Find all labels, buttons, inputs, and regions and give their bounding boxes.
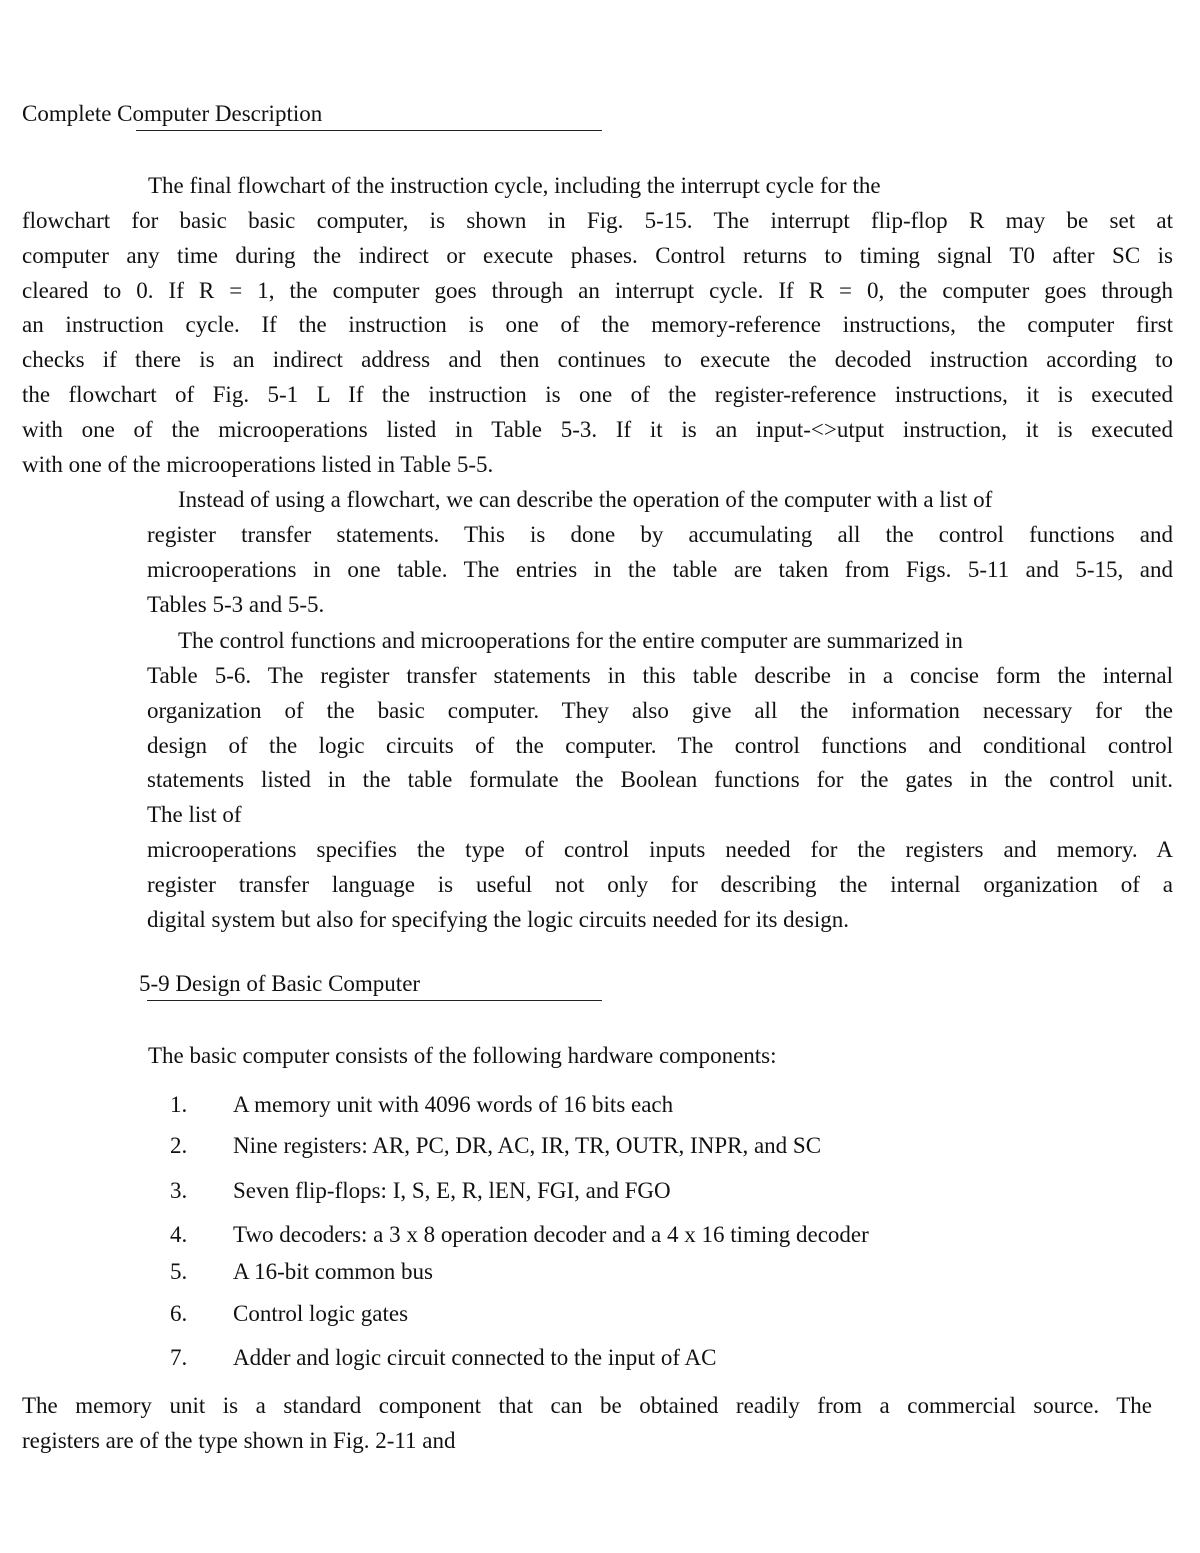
paragraph-3-line: organization of the basic computer. They also give all the information necessary for the bbox=[147, 697, 1173, 723]
paragraph-3-line: Table 5-6. The register transfer statements in this table describe in a concise form the internal bbox=[147, 663, 1173, 688]
paragraph-1-line-1: The final flowchart of the instruction cycle, including the interrupt cycle for the bbox=[148, 173, 881, 198]
paragraph-1-line: the flowchart of Fig. 5-1 L If the instruction is one of the register-reference instructions, it is executed bbox=[22, 381, 1173, 407]
list-item-text: Adder and logic circuit connected to the input of AC bbox=[233, 1345, 717, 1370]
paragraph-1 bbox=[22, 204, 1173, 482]
paragraph-1-line: an instruction cycle. If the instruction is one of the memory-reference instructions, the computer first bbox=[22, 312, 1173, 338]
paragraph-3-line: statements listed in the table formulate the Boolean functions for the gates in the control unit. bbox=[147, 767, 1173, 793]
list-item-number: 6. bbox=[170, 1301, 188, 1326]
heading-underline bbox=[136, 130, 602, 131]
list-item-number: 3. bbox=[170, 1178, 188, 1203]
paragraph-2-line: microoperations in one table. The entries in the table are taken from Figs. 5-11 and 5-15, and bbox=[147, 556, 1173, 582]
paragraph-2-line-1: Instead of using a flowchart, we can describe the operation of the computer with a list of bbox=[178, 487, 993, 512]
paragraph-1-line: with one of the microoperations listed in Table 5-5. bbox=[22, 451, 494, 477]
paragraph-1-line: checks if there is an indirect address and then continues to execute the decoded instruction according to bbox=[22, 347, 1173, 373]
list-item-number: 4. bbox=[170, 1222, 188, 1247]
paragraph-1-line: computer any time during the indirect or execute phases. Control returns to timing signal T0 after SC is bbox=[22, 242, 1173, 268]
closing-paragraph-line: registers are of the type shown in Fig. 2-11 and bbox=[22, 1427, 456, 1453]
list-item-text: Control logic gates bbox=[233, 1301, 409, 1326]
list-item-number: 5. bbox=[170, 1259, 188, 1284]
list-item-number: 1. bbox=[170, 1092, 188, 1117]
paragraph-2-line: Tables 5-3 and 5-5. bbox=[147, 591, 325, 617]
list-item-number: 7. bbox=[170, 1345, 188, 1370]
paragraph-3-line: digital system but also for specifying the logic circuits needed for its design. bbox=[147, 906, 849, 932]
paragraph-3 bbox=[147, 659, 1173, 937]
section-heading-complete-computer-description: Complete Computer Description bbox=[22, 101, 323, 126]
closing-paragraph bbox=[22, 1389, 1152, 1459]
paragraph-3-line: design of the logic circuits of the computer. The control functions and conditional control bbox=[147, 732, 1173, 758]
components-intro: The basic computer consists of the following hardware components: bbox=[148, 1043, 777, 1068]
paragraph-1-line: cleared to 0. If R = 1, the computer goes through an interrupt cycle. If R = 0, the computer goes through bbox=[22, 277, 1173, 303]
heading-underline bbox=[147, 1000, 602, 1001]
list-item-text: A memory unit with 4096 words of 16 bits each bbox=[233, 1092, 674, 1117]
section-heading-design-of-basic-computer: 5-9 Design of Basic Computer bbox=[139, 971, 421, 996]
paragraph-1-line: with one of the microoperations listed in Table 5-3. If it is an input-<>utput instruction, it is executed bbox=[22, 416, 1173, 442]
closing-paragraph-line: The memory unit is a standard component that can be obtained readily from a commercial source. The bbox=[22, 1393, 1152, 1418]
paragraph-3-line: The list of bbox=[147, 802, 242, 828]
list-item-text: Two decoders: a 3 x 8 operation decoder and a 4 x 16 timing decoder bbox=[233, 1222, 869, 1247]
list-item-text: Seven flip-flops: I, S, E, R, lEN, FGI, and FGO bbox=[233, 1178, 671, 1203]
list-item-text: Nine registers: AR, PC, DR, AC, IR, TR, OUTR, INPR, and SC bbox=[233, 1133, 822, 1158]
paragraph-3-line-1: The control functions and microoperations for the entire computer are summarized in bbox=[178, 628, 963, 653]
paragraph-3-line: microoperations specifies the type of control inputs needed for the registers and memory. A bbox=[147, 836, 1173, 862]
paragraph-2-line: register transfer statements. This is done by accumulating all the control functions and bbox=[147, 522, 1173, 547]
paragraph-3-line: register transfer language is useful not only for describing the internal organization of a bbox=[147, 871, 1173, 897]
paragraph-2 bbox=[147, 518, 1173, 622]
list-item-text: A 16-bit common bus bbox=[233, 1259, 433, 1284]
list-item-number: 2. bbox=[170, 1133, 188, 1158]
paragraph-1-line: flowchart for basic basic computer, is shown in Fig. 5-15. The interrupt flip-flop R may be set at bbox=[22, 208, 1173, 233]
